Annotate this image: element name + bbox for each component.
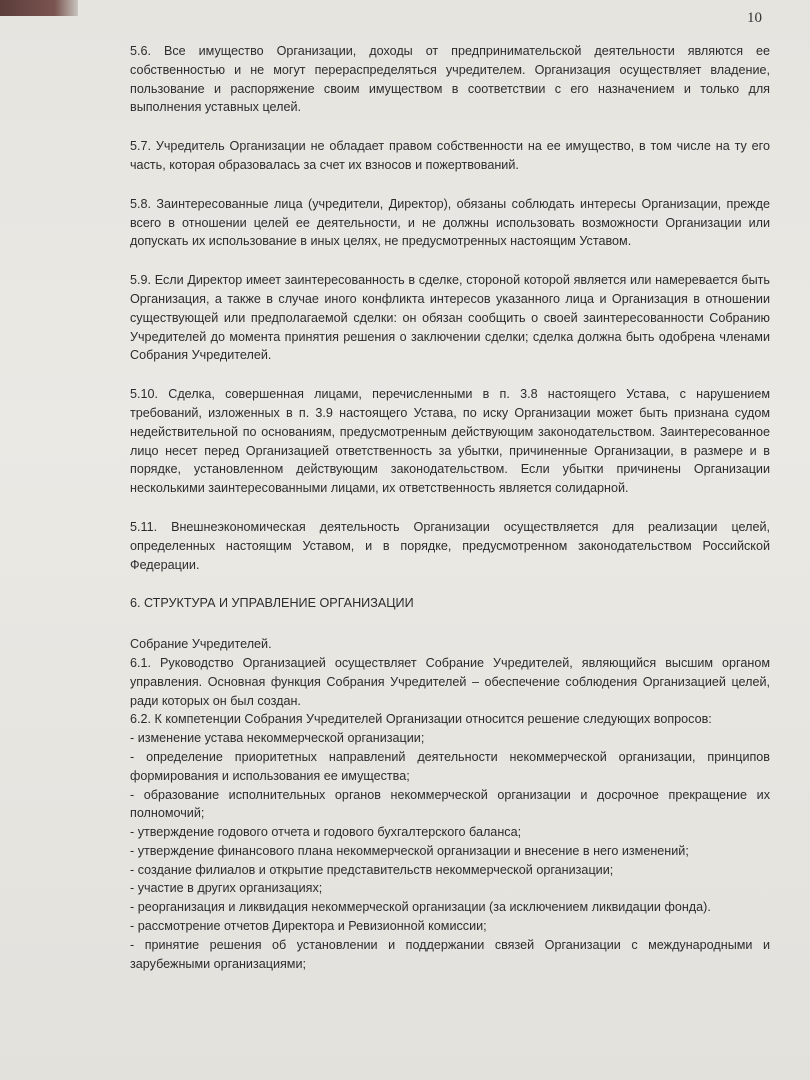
paragraph-5-10: 5.10. Сделка, совершенная лицами, перечисленными в п. 3.8 настоящего Устава, с нарушением требований, изложенных в п. 3.9 настоящего Устава, по иску Организации может быть признана судом недействительной по основаниям, предусмотренным действующим законодательством. Заинтересованное лицо несет перед Организацией ответственность за убытки, причиненные Организации, в размере и в порядке, установленном действующим законодательством. Если убытки причинены Организации несколькими заинтересованными лицами, их ответственность является солидарной. [130,387,770,496]
page-number: 10 [747,10,762,26]
paragraph-6-2: 6.2. К компетенции Собрания Учредителей Организации относится решение следующих вопросов: [130,712,712,727]
list-item: - принятие решения об установлении и поддержании связей Организации с международными и зарубежными организациями; [130,937,770,971]
binding-strip [0,0,78,16]
list-item: - участие в других организациях; [130,881,323,896]
paragraph-5-6: 5.6. Все имущество Организации, доходы от предпринимательской деятельности являются ее собственностью и не могут перераспределяться учредителем. Организация осуществляет владение, пользование и распоряжение своим имуществом в соответствии с его назначением и только для выполнения уставных целей. [130,44,770,115]
list-item: - реорганизация и ликвидация некоммерческой организации (за исключением ликвидации фонда). [130,900,711,915]
list-item: - утверждение финансового плана некоммерческой организации и внесение в него изменений; [130,843,689,858]
paragraph-6-1: 6.1. Руководство Организацией осуществляет Собрание Учредителей, являющийся высшим органом управления. Основная функция Собрания Учредителей – обеспечение соблюдения Организацией целей, ради которых он был создан. [130,655,770,708]
section-6-heading: 6. СТРУКТУРА И УПРАВЛЕНИЕ ОРГАНИЗАЦИИ [130,596,414,611]
list-item: - утверждение годового отчета и годового бухгалтерского баланса; [130,825,522,840]
paragraph-5-7: 5.7. Учредитель Организации не обладает правом собственности на ее имущество, в том числе на ту его часть, которая образовалась за счет их взносов и пожертвований. [130,139,770,172]
competence-list [130,729,770,973]
list-item: - определение приоритетных направлений деятельности некоммерческой организации, принципов формирования и использования ее имущества; [130,749,770,783]
paragraph-5-9: 5.9. Если Директор имеет заинтересованность в сделке, стороной которой является или намеревается быть Организация, а также в случае иного конфликта интересов указанного лица и Организация в отношении существующей или предполагаемой сделки: он обязан сообщить о своей заинтересованности Собранию Учредителей до момента принятия решения о заключении сделки; сделка должна быть одобрена членами Собрания Учредителей. [130,273,770,363]
section-6-subheading: Собрание Учредителей. [130,637,272,652]
list-item: - образование исполнительных органов некоммерческой организации и досрочное прекращение их полномочий; [130,787,770,821]
document-body [130,42,770,973]
list-item: - изменение устава некоммерческой организации; [130,731,425,746]
list-item: - рассмотрение отчетов Директора и Ревизионной комиссии; [130,919,487,934]
paragraph-5-11: 5.11. Внешнеэкономическая деятельность Организации осуществляется для реализации целей, определенных настоящим Уставом, и в порядке, предусмотренном законодательством Российской Федерации. [130,519,770,572]
paragraph-5-8: 5.8. Заинтересованные лица (учредители, Директор), обязаны соблюдать интересы Организации, прежде всего в отношении целей ее деятельности, и не должны использовать возможности Организации или допускать их использование в иных целях, не предусмотренных настоящим Уставом. [130,196,770,249]
list-item: - создание филиалов и открытие представительств некоммерческой организации; [130,862,614,877]
